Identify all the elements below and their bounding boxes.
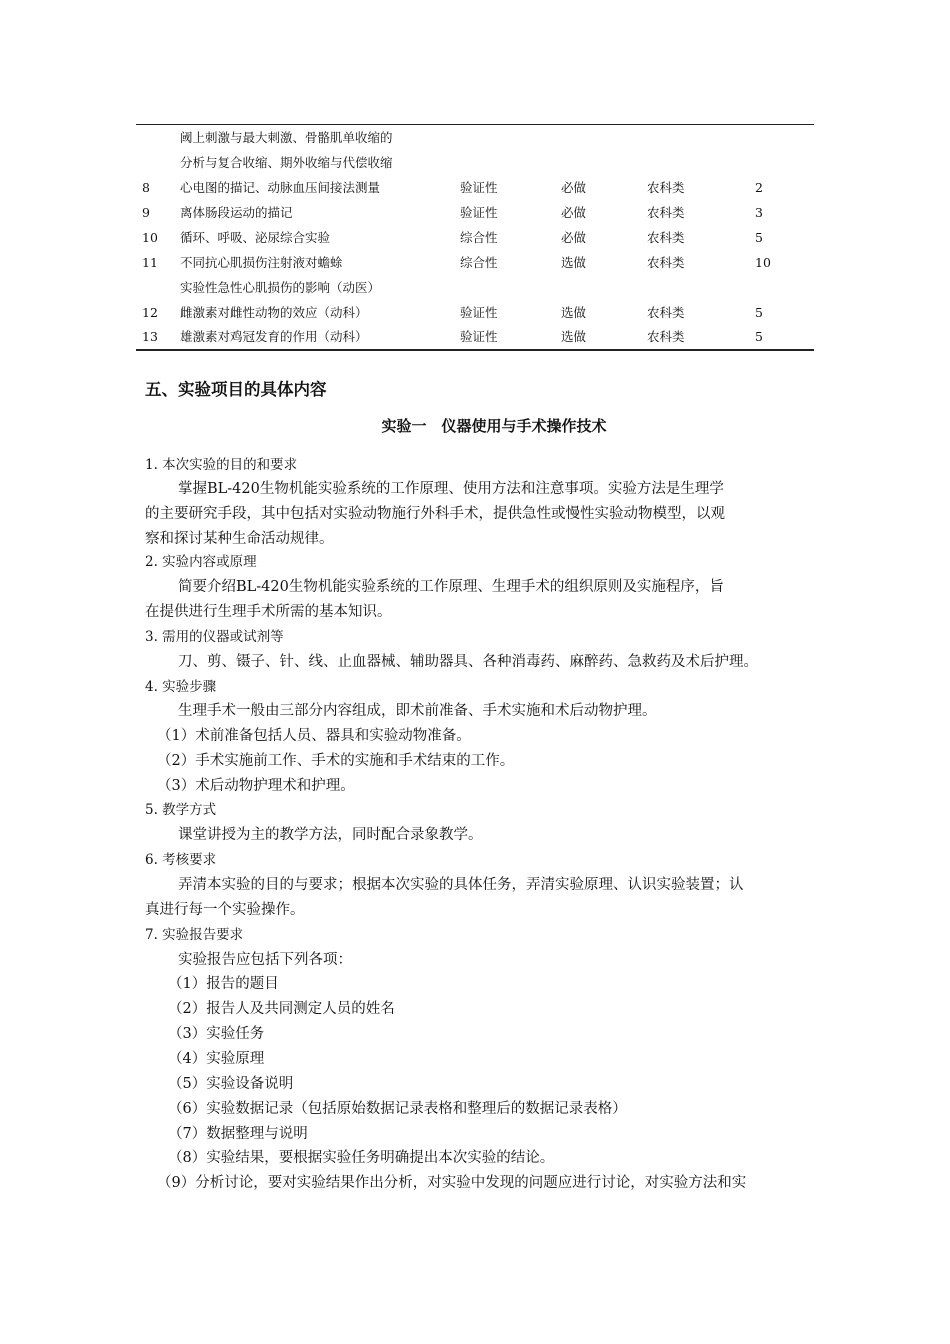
table-cell-cat: 农科类 <box>647 180 685 195</box>
table-cell-num: 13 <box>142 329 158 344</box>
body-text-line: 弄清本实验的目的与要求；根据本次实验的具体任务，弄清实验原理、认识实验装置；认 <box>178 877 744 893</box>
body-text-line: 刀、剪、镊子、针、线、止血器械、辅助器具、各种消毒药、麻醉药、急救药及术后护理。 <box>178 654 758 670</box>
body-text-line: 的主要研究手段，其中包括对实验动物施行外科手术，提供急性或慢性实验动物模型，以观 <box>145 506 725 522</box>
table-cell-cat: 农科类 <box>647 230 685 245</box>
body-text-line: 实验报告应包括下列各项： <box>178 952 352 968</box>
table-cell-name: 心电图的描记、动脉血压间接法测量 <box>180 180 381 195</box>
subsection-heading: 5. 教学方式 <box>145 802 217 818</box>
table-cell-req: 选做 <box>561 255 587 270</box>
table-cell-num: 10 <box>142 230 158 245</box>
body-text-line: （8）实验结果，要根据实验任务明确提出本次实验的结论。 <box>168 1150 555 1166</box>
body-text-line: （1）报告的题目 <box>168 976 279 992</box>
body-text-line: 掌握BL-420生物机能实验系统的工作原理、使用方法和注意事项。实验方法是生理学 <box>178 481 724 497</box>
body-text-line: （4）实验原理 <box>168 1051 265 1067</box>
table-cell-type: 综合性 <box>460 255 498 270</box>
table-cell-hours: 5 <box>755 230 763 245</box>
body-text-line: （6）实验数据记录（包括原始数据记录表格和整理后的数据记录表格） <box>168 1101 627 1117</box>
body-text-line: （3）实验任务 <box>168 1026 265 1042</box>
section-title: 五、实验项目的具体内容 <box>145 380 327 399</box>
table-cell-type: 验证性 <box>460 305 498 320</box>
table-cell-req: 必做 <box>561 230 587 245</box>
table-cell-name: 循环、呼吸、泌尿综合实验 <box>180 230 331 245</box>
table-cell-num: 11 <box>142 255 158 270</box>
body-text-line: （2）报告人及共同测定人员的姓名 <box>168 1001 395 1017</box>
table-row <box>0 153 950 173</box>
table-row <box>0 228 950 248</box>
table-cell-type: 综合性 <box>460 230 498 245</box>
table-cell-cat: 农科类 <box>647 205 685 220</box>
table-cell-req: 必做 <box>561 180 587 195</box>
table-cell-cat: 农科类 <box>647 255 685 270</box>
table-cell-name: 分析与复合收缩、期外收缩与代偿收缩 <box>180 155 393 170</box>
table-cell-hours: 2 <box>755 180 763 195</box>
table-row <box>0 178 950 198</box>
body-text-line: （5）实验设备说明 <box>168 1076 294 1092</box>
body-text-line: 生理手术一般由三部分内容组成，即术前准备、手术实施和术后动物护理。 <box>178 703 657 719</box>
body-text-line: 真进行每一个实验操作。 <box>145 902 305 918</box>
table-cell-hours: 3 <box>755 205 763 220</box>
table-cell-req: 选做 <box>561 329 587 344</box>
table-cell-cat: 农科类 <box>647 305 685 320</box>
table-row <box>0 278 950 298</box>
table-cell-name: 雄激素对鸡冠发育的作用（动科） <box>180 329 368 344</box>
table-cell-hours: 5 <box>755 305 763 320</box>
table-row <box>0 327 950 347</box>
table-cell-name: 离体肠段运动的描记 <box>180 205 293 220</box>
subsection-heading: 1. 本次实验的目的和要求 <box>145 457 298 473</box>
subsection-heading: 6. 考核要求 <box>145 852 217 868</box>
table-cell-num: 9 <box>142 205 150 220</box>
body-text-line: （7）数据整理与说明 <box>168 1126 308 1142</box>
subsection-heading: 7. 实验报告要求 <box>145 927 244 943</box>
table-bottom-rule <box>136 349 814 351</box>
body-text-line: （2）手术实施前工作、手术的实施和手术结束的工作。 <box>157 753 515 769</box>
table-cell-hours: 5 <box>755 329 763 344</box>
table-row <box>0 203 950 223</box>
table-cell-name: 实验性急性心肌损伤的影响（动医） <box>180 280 381 295</box>
table-cell-req: 必做 <box>561 205 587 220</box>
table-cell-name: 雌激素对雌性动物的效应（动科） <box>180 305 368 320</box>
subsection-heading: 2. 实验内容或原理 <box>145 554 257 570</box>
subsection-heading: 3. 需用的仪器或试剂等 <box>145 629 284 645</box>
table-row <box>0 128 950 148</box>
table-cell-num: 8 <box>142 180 150 195</box>
table-cell-req: 选做 <box>561 305 587 320</box>
table-cell-type: 验证性 <box>460 205 498 220</box>
subsection-heading: 4. 实验步骤 <box>145 679 217 695</box>
body-text-line: 在提供进行生理手术所需的基本知识。 <box>145 604 392 620</box>
body-text-line: （3）术后动物护理术和护理。 <box>157 778 355 794</box>
table-cell-type: 验证性 <box>460 329 498 344</box>
table-cell-name: 不同抗心肌损伤注射液对蟾蜍 <box>180 255 343 270</box>
table-cell-type: 验证性 <box>460 180 498 195</box>
body-text-line: （1）术前准备包括人员、器具和实验动物准备。 <box>157 728 471 744</box>
table-cell-name: 阈上刺激与最大刺激、骨骼肌单收缩的 <box>180 130 393 145</box>
table-cell-hours: 10 <box>755 255 771 270</box>
table-row <box>0 303 950 323</box>
experiment-title: 实验一 仪器使用与手术操作技术 <box>381 417 607 435</box>
body-text-line: 课堂讲授为主的教学方法，同时配合录象教学。 <box>178 827 483 843</box>
body-text-line: 简要介绍BL-420生物机能实验系统的工作原理、生理手术的组织原则及实施程序，旨 <box>178 579 724 595</box>
table-cell-num: 12 <box>142 305 158 320</box>
body-text-line: 察和探讨某种生命活动规律。 <box>145 531 334 547</box>
table-cell-cat: 农科类 <box>647 329 685 344</box>
body-text-line: （9）分析讨论，要对实验结果作出分析，对实验中发现的问题应进行讨论，对实验方法和实 <box>157 1175 747 1191</box>
table-top-rule <box>136 124 814 125</box>
table-row <box>0 253 950 273</box>
